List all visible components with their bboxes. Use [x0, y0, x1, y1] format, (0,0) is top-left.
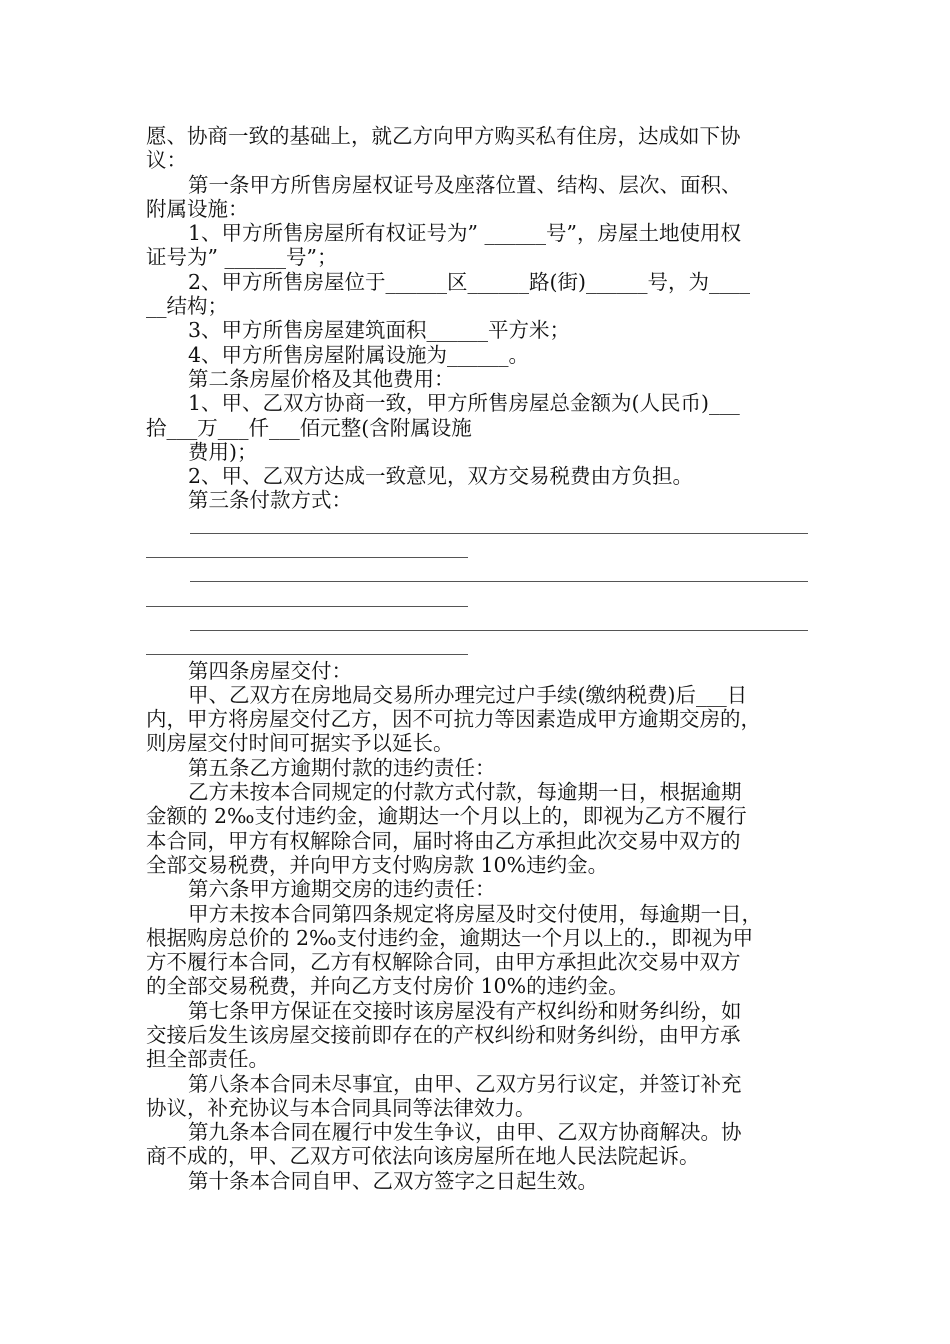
- text-line: 内，甲方将房屋交付乙方，因不可抗力等因素造成甲方逾期交房的，: [146, 707, 761, 732]
- text-line: 第九条本合同在履行中发生争议，由甲、乙双方协商解决。协: [188, 1120, 742, 1145]
- blank-fill-line: [190, 581, 808, 582]
- text-line: 全部交易税费，并向甲方支付购房款 10%违约金。: [146, 852, 609, 877]
- text-line: 议：: [146, 148, 187, 173]
- text-line: 第八条本合同未尽事宜，由甲、乙双方另行议定，并签订补充: [188, 1071, 742, 1096]
- text-line: 第五条乙方逾期付款的违约责任：: [188, 755, 496, 780]
- text-line: 甲方未按本合同第四条规定将房屋及时交付使用，每逾期一日，: [188, 901, 762, 926]
- blank-fill-line: [146, 654, 468, 655]
- text-line: 第四条房屋交付：: [188, 658, 352, 683]
- text-line: 4、甲方所售房屋附属设施为______。: [188, 342, 530, 367]
- text-line: 1、甲方所售房屋所有权证号为” ______号”，房屋土地使用权: [188, 221, 742, 246]
- text-line: 金额的 2‰支付违约金，逾期达一个月以上的，即视为乙方不履行: [146, 804, 747, 829]
- text-line: 则房屋交付时间可据实予以延长。: [146, 731, 454, 756]
- text-line: 商不成的，甲、乙双方可依法向该房屋所在地人民法院起诉。: [146, 1144, 700, 1169]
- text-line: 第十条本合同自甲、乙双方签字之日起生效。: [188, 1168, 598, 1193]
- text-line: 附属设施：: [146, 196, 249, 221]
- text-line: 协议，补充协议与本合同具同等法律效力。: [146, 1095, 536, 1120]
- contract-page: [146, 124, 810, 1193]
- text-line: 1、甲、乙双方协商一致，甲方所售房屋总金额为(人民币)___: [188, 391, 740, 416]
- text-line: 甲、乙双方在房地局交易所办理完过户手续(缴纳税费)后___日: [188, 682, 748, 707]
- text-line: 根据购房总价的 2‰支付违约金，逾期达一个月以上的.，即视为甲: [146, 925, 754, 950]
- text-line: 第六条甲方逾期交房的违约责任：: [188, 877, 496, 902]
- text-line: 的全部交易税费，并向乙方支付房价 10%的违约金。: [146, 974, 629, 999]
- blank-fill-line: [190, 533, 808, 534]
- text-line: 第一条甲方所售房屋权证号及座落位置、结构、层次、面积、: [188, 172, 742, 197]
- text-line: 乙方未按本合同规定的付款方式付款，每逾期一日，根据逾期: [188, 780, 742, 805]
- blank-fill-line: [146, 606, 468, 607]
- contract-body-bottom: [146, 659, 810, 1194]
- text-line: 愿、协商一致的基础上，就乙方向甲方购买私有住房，达成如下协: [146, 124, 741, 148]
- blank-fill-line: [190, 630, 808, 631]
- text-line: 2、甲、乙双方达成一致意见，双方交易税费由方负担。: [188, 464, 694, 489]
- text-line: 拾___万___仟___佰元整(含附属设施: [146, 415, 472, 440]
- payment-method-blank-lines: [146, 513, 810, 659]
- blank-fill-line: [146, 557, 468, 558]
- text-line: 交接后发生该房屋交接前即存在的产权纠纷和财务纠纷，由甲方承: [146, 1022, 741, 1047]
- text-line: 方不履行本合同，乙方有权解除合同，由甲方承担此次交易中双方: [146, 950, 741, 975]
- text-line: 证号为” ______号”；: [146, 245, 338, 270]
- text-line: 担全部责任。: [146, 1047, 269, 1072]
- text-line: 第三条付款方式：: [188, 488, 352, 513]
- text-line: 3、甲方所售房屋建筑面积______平方米；: [188, 318, 571, 343]
- text-line: 第二条房屋价格及其他费用：: [188, 366, 455, 391]
- text-line: 第七条甲方保证在交接时该房屋没有产权纠纷和财务纠纷，如: [188, 998, 742, 1023]
- text-line: 费用)；: [188, 439, 258, 464]
- text-line: 2、甲方所售房屋位于______区______路(街)______号，为____: [188, 269, 751, 294]
- text-line: __结构；: [146, 294, 228, 319]
- contract-body-top: [146, 124, 810, 513]
- text-line: 本合同，甲方有权解除合同，届时将由乙方承担此次交易中双方的: [146, 828, 741, 853]
